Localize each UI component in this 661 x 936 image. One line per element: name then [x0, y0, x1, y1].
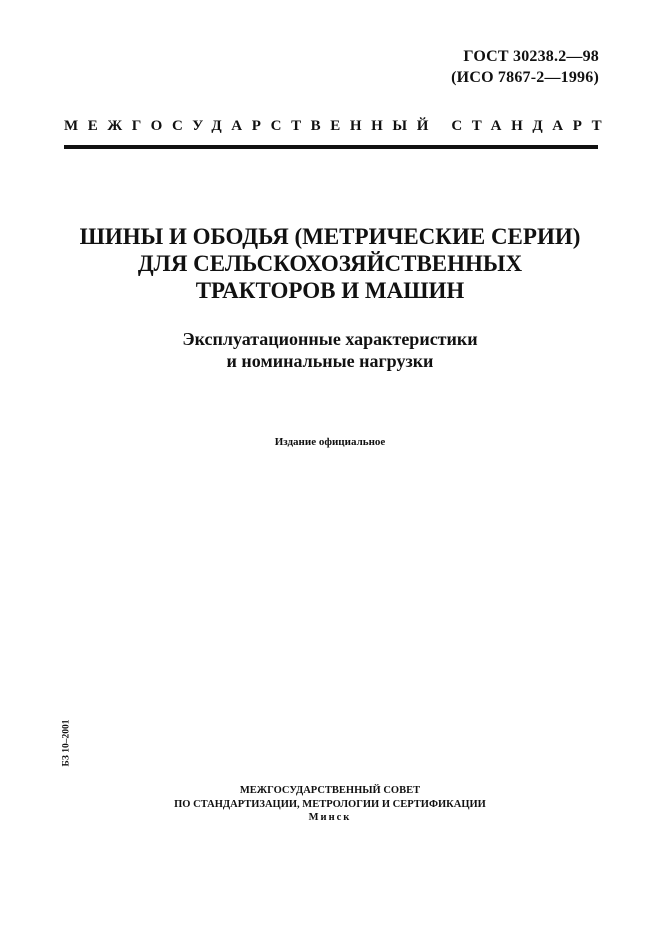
side-code: БЗ 10–2001	[61, 719, 72, 767]
publisher-city: Минск	[308, 812, 352, 823]
edition-note: Издание официальное	[274, 436, 386, 448]
iso-reference: (ИСО 7867-2—1996)	[451, 69, 599, 86]
document-title	[40, 223, 620, 304]
standard-number: ГОСТ 30238.2—98	[463, 48, 599, 65]
title-line: ДЛЯ СЕЛЬСКОХОЗЯЙСТВЕННЫХ	[137, 251, 523, 276]
publisher-block	[100, 784, 560, 825]
header-divider	[64, 145, 598, 149]
standard-type-heading: МЕЖГОСУДАРСТВЕННЫЙ СТАНДАРТ	[64, 118, 612, 134]
standard-designation	[451, 46, 599, 88]
publisher-line-2: ПО СТАНДАРТИЗАЦИИ, МЕТРОЛОГИИ И СЕРТИФИКАЦИИ	[174, 798, 486, 810]
subtitle-line: Эксплуатационные характеристики	[182, 329, 478, 349]
publisher-line-1: МЕЖГОСУДАРСТВЕННЫЙ СОВЕТ	[239, 785, 421, 796]
title-line: ТРАКТОРОВ И МАШИН	[195, 278, 465, 303]
subtitle-line: и номинальные нагрузки	[226, 351, 434, 371]
document-subtitle	[40, 328, 620, 372]
title-line: ШИНЫ И ОБОДЬЯ (МЕТРИЧЕСКИЕ СЕРИИ)	[79, 224, 581, 249]
